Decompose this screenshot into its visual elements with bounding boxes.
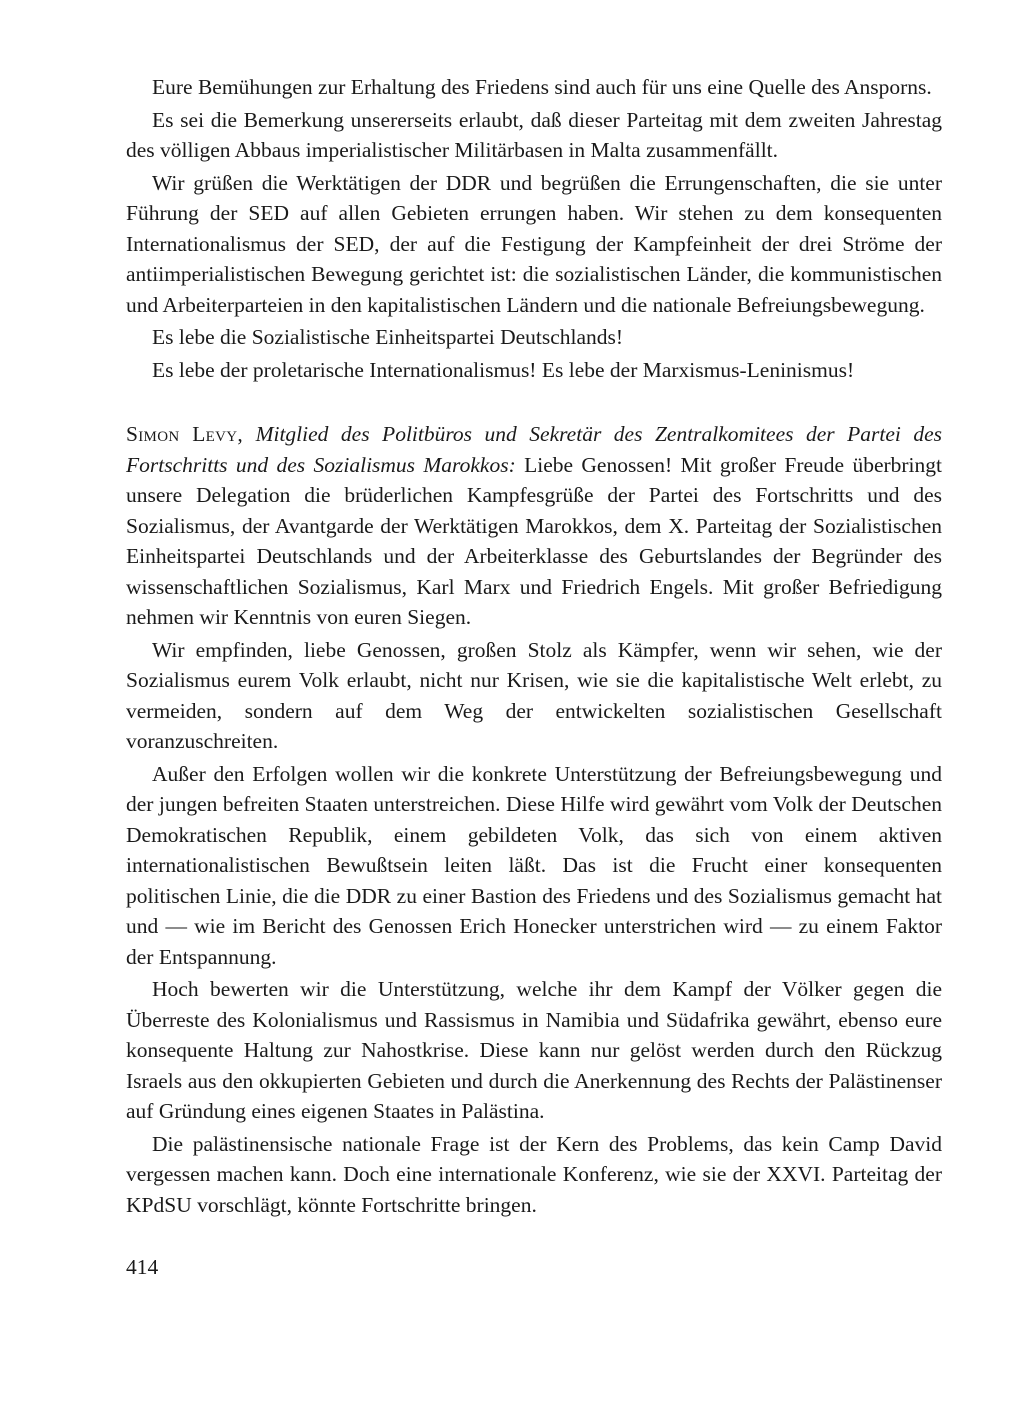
paragraph: Außer den Erfolgen wollen wir die konkrete Unterstützung der Befreiungsbewegung und der jungen befreiten Staaten unterstreichen. Diese Hilfe wird gewährt vom Volk der Deutschen Demokratischen Republik, einem gebildeten Volk, das sich von einem aktiven internationalistischen Bewußtsein leiten läßt. Das ist die Frucht einer konsequenten politischen Linie, die die DDR zu einer Bastion des Friedens und des Sozialismus gemacht hat und — wie im Bericht des Genossen Erich Honecker unterstrichen wird — zu einem Faktor der Entspannung. [126,761,942,969]
speaker-name: Simon Levy, [126,422,244,446]
page-number: 414 [126,1255,159,1279]
paragraph: Eure Bemühungen zur Erhaltung des Friedens sind auch für uns eine Quelle des Ansporns. [152,75,932,99]
paragraph: Es lebe die Sozialistische Einheitspartei Deutschlands! [152,325,624,349]
speech-opening-text: Liebe Genossen! Mit großer Freude überbringt unsere Delegation die brüderlichen Kampfesgrüße der Partei des Fortschritts und des Sozialismus, der Avantgarde der Werktätigen Marokkos, dem X. Parteitag der Sozialistischen Einheitspartei Deutschlands und der Arbeiterklasse des Geburtslandes der Begründer des wissenschaftlichen Sozialismus, Karl Marx und Friedrich Engels. Mit großer Befriedigung nehmen wir Kenntnis von euren Siegen. [126,452,943,629]
page-body [126,72,942,1222]
paragraph: Wir empfinden, liebe Genossen, großen Stolz als Kämpfer, wenn wir sehen, wie der Sozialismus eurem Volk erlaubt, nicht nur Krisen, wie sie die kapitalistische Welt erlebt, zu vermeiden, sondern auf dem Weg der entwickelten sozialistischen Gesellschaft voranzuschreiten. [126,637,942,753]
paragraph: Es lebe der proletarische Internationalismus! Es lebe der Marxismus-Leninismus! [152,357,855,382]
paragraph: Wir grüßen die Werktätigen der DDR und begrüßen die Errungenschaften, die sie unter Führung der SED auf allen Gebieten errungen haben. Wir stehen zu dem konsequenten Internationalismus der SED, der auf die Festigung der Kampfeinheit der drei Ströme der antiimperialistischen Bewegung gerichtet ist: die sozialistischen Länder, die kommunistischen und Arbeiterparteien in den kapitalistischen Ländern und die nationale Befreiungsbewegung. [126,170,942,317]
paragraph: Hoch bewerten wir die Unterstützung, welche ihr dem Kampf der Völker gegen die Überreste des Kolonialismus und Rassismus in Namibia und Südafrika gewährt, ebenso eure konsequente Haltung zur Nahostkrise. Diese kann nur gelöst werden durch den Rückzug Israels aus den okkupierten Gebieten und durch die Anerkennung des Rechts der Palästinenser auf Gründung eines eigenen Staates in Palästina. [126,977,942,1123]
section-gap [126,387,942,419]
speech-opening [126,419,942,633]
paragraph: Es sei die Bemerkung unsererseits erlaubt, daß dieser Parteitag mit dem zweiten Jahrestag des völligen Abbaus imperialistischer Militärbasen in Malta zusammenfällt. [126,107,942,162]
paragraph: Die palästinensische nationale Frage ist der Kern des Problems, das kein Camp David vergessen machen kann. Doch eine internationale Konferenz, wie sie der XXVI. Parteitag der KPdSU vorschlägt, könnte Fortschritte bringen. [126,1131,942,1217]
speaker-role: Mitglied des Politbüros und Sekretär des Zentralkomitees der Partei des Fortschritts und des Sozialismus Marokkos: [126,422,942,477]
